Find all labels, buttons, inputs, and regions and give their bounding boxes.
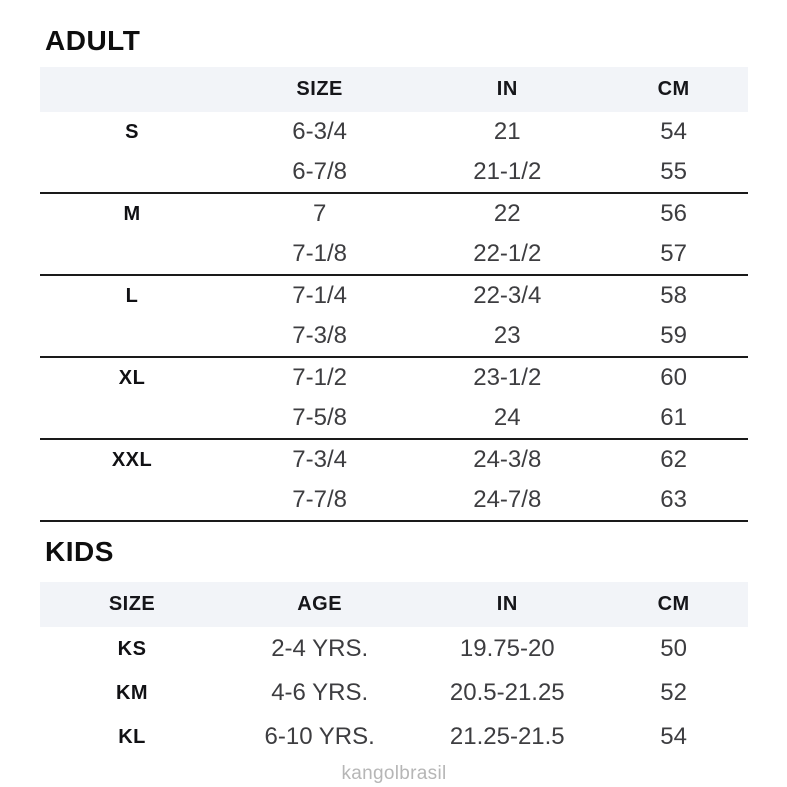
hat-size-value: 6-3/4	[292, 118, 347, 145]
cm-value: 56	[660, 200, 687, 227]
table-row	[40, 671, 748, 715]
kids-header-in: IN	[415, 582, 599, 627]
age-value: 6-10 YRS.	[264, 723, 375, 750]
hat-size-value: 7-7/8	[224, 480, 415, 521]
cm-value: 54	[660, 118, 687, 145]
kids-size-table	[40, 582, 748, 759]
inches-value: 23-1/2	[473, 364, 542, 391]
hat-size-value: 7-3/8	[224, 316, 415, 357]
inches-value: 22-1/2	[415, 234, 599, 275]
watermark: kangolbrasil	[341, 763, 447, 784]
inches-value: 24-3/8	[473, 446, 542, 473]
size-label-empty	[40, 480, 224, 521]
cm-value: 59	[599, 316, 748, 357]
adult-size-table	[40, 67, 748, 522]
inches-value: 22-3/4	[473, 282, 542, 309]
table-row	[40, 316, 748, 357]
table-row	[40, 193, 748, 234]
cm-value: 50	[660, 635, 687, 662]
adult-header-in: IN	[415, 67, 599, 112]
adult-header-size: SIZE	[224, 67, 415, 112]
hat-size-value: 7-3/4	[292, 446, 347, 473]
hat-size-value: 7-1/4	[292, 282, 347, 309]
table-row	[40, 357, 748, 398]
cm-value: 54	[660, 723, 687, 750]
cm-value: 63	[599, 480, 748, 521]
table-row	[40, 234, 748, 275]
size-label-empty	[40, 152, 224, 193]
adult-header-cm: CM	[599, 67, 748, 112]
cm-value: 62	[660, 446, 687, 473]
table-row	[40, 439, 748, 480]
size-label-empty	[40, 316, 224, 357]
adult-section-title: ADULT	[45, 25, 141, 56]
size-label: M	[123, 202, 141, 225]
inches-value: 21-1/2	[415, 152, 599, 193]
inches-value: 21	[493, 118, 521, 145]
size-label: XXL	[111, 448, 153, 471]
table-row	[40, 480, 748, 521]
inches-value: 23	[415, 316, 599, 357]
kids-header-cm: CM	[599, 582, 748, 627]
inches-value: 24	[415, 398, 599, 439]
inches-value: 22	[493, 200, 521, 227]
adult-header-empty	[40, 67, 224, 112]
inches-value: 21.25-21.5	[449, 723, 565, 750]
hat-size-value: 7-5/8	[224, 398, 415, 439]
age-value: 4-6 YRS.	[271, 679, 369, 706]
size-label: KM	[115, 681, 149, 704]
size-label: KS	[117, 637, 147, 660]
inches-value: 24-7/8	[415, 480, 599, 521]
size-label-empty	[40, 234, 224, 275]
hat-size-value: 7-1/8	[224, 234, 415, 275]
hat-size-value: 7	[312, 200, 327, 227]
kids-section-title: KIDS	[45, 536, 114, 567]
hat-size-value: 7-1/2	[292, 364, 347, 391]
inches-value: 19.75-20	[459, 635, 555, 662]
cm-value: 52	[660, 679, 687, 706]
table-row	[40, 627, 748, 671]
age-value: 2-4 YRS.	[271, 635, 369, 662]
table-row	[40, 715, 748, 759]
size-label-empty	[40, 398, 224, 439]
table-row	[40, 275, 748, 316]
kids-header-age: AGE	[224, 582, 415, 627]
cm-value: 61	[599, 398, 748, 439]
table-row	[40, 112, 748, 152]
cm-value: 58	[660, 282, 687, 309]
inches-value: 20.5-21.25	[449, 679, 565, 706]
cm-value: 55	[599, 152, 748, 193]
cm-value: 60	[660, 364, 687, 391]
kids-header-row	[40, 582, 748, 627]
size-label: S	[125, 120, 139, 143]
kids-header-size: SIZE	[40, 582, 224, 627]
table-row	[40, 152, 748, 193]
table-row	[40, 398, 748, 439]
cm-value: 57	[599, 234, 748, 275]
adult-header-row	[40, 67, 748, 112]
hat-size-value: 6-7/8	[224, 152, 415, 193]
size-label: KL	[118, 725, 146, 748]
size-label: XL	[118, 366, 146, 389]
size-label: L	[125, 284, 139, 307]
